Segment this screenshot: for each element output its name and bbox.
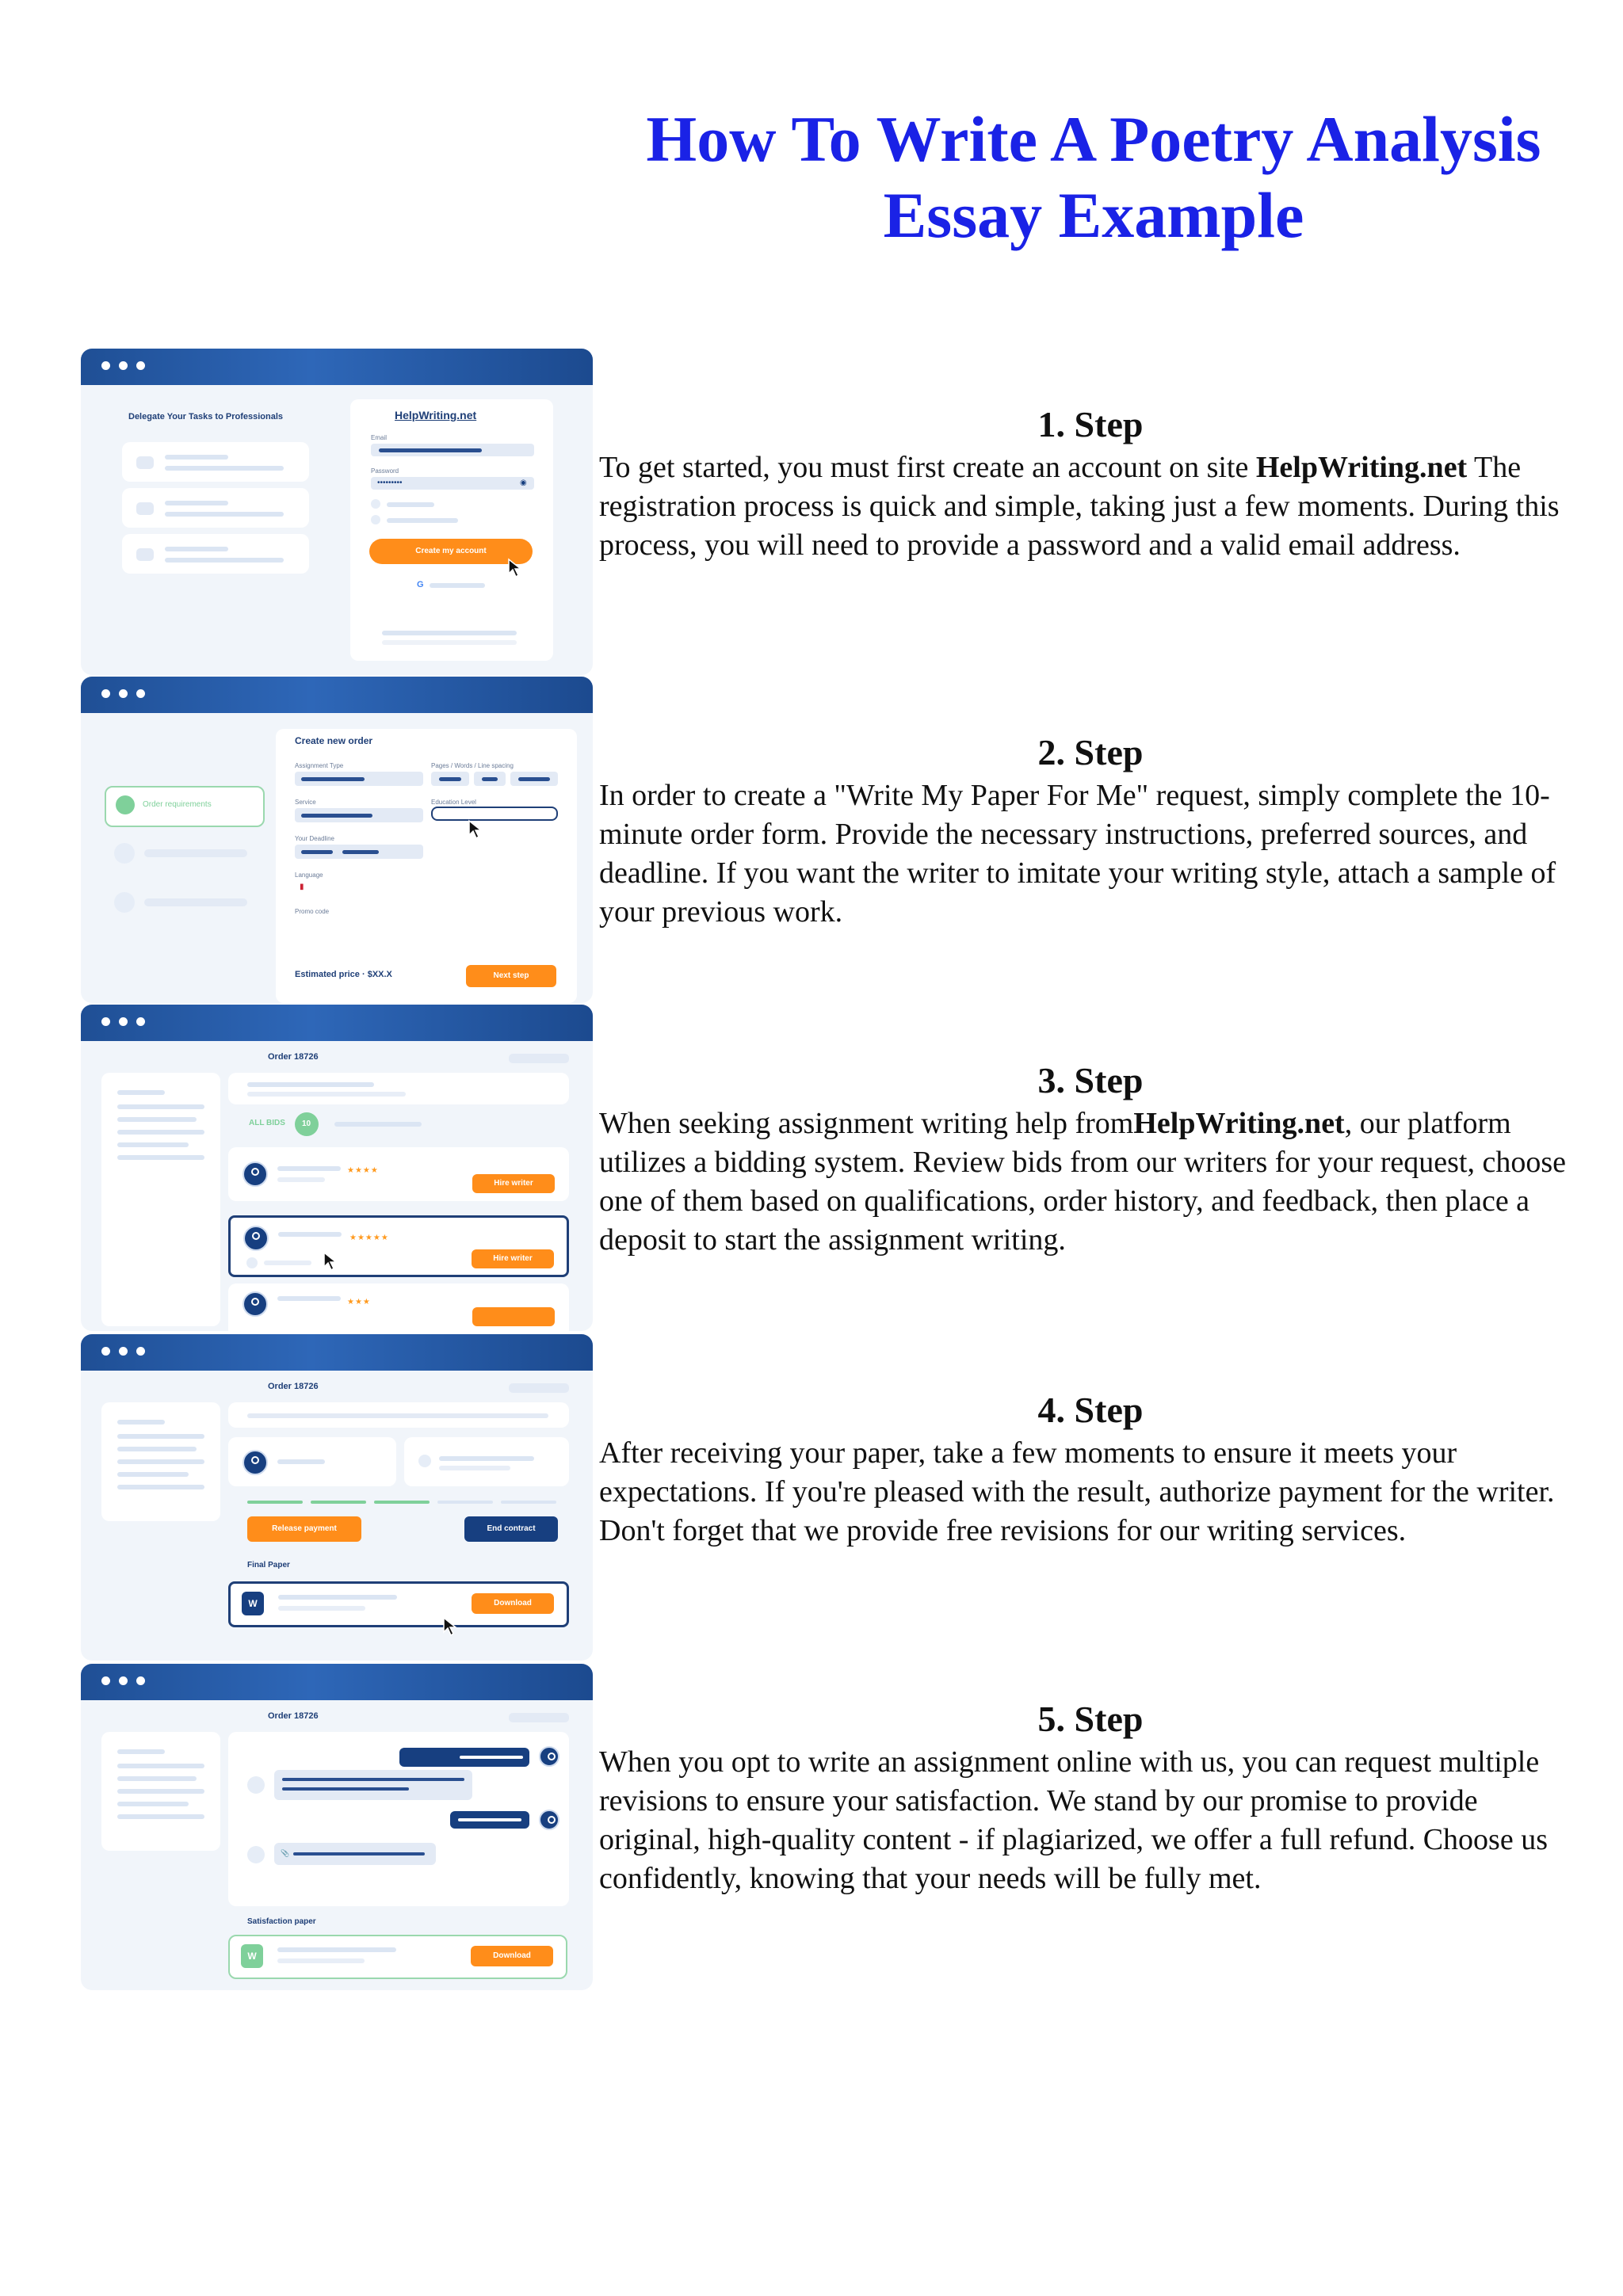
signup-heading: Delegate Your Tasks to Professionals <box>128 412 284 421</box>
step-check-icon <box>116 795 135 814</box>
writer-avatar <box>242 1161 268 1187</box>
signup-form <box>350 399 553 661</box>
step-2 <box>599 730 1582 932</box>
sidebar <box>101 1732 220 1851</box>
window-dots-icon <box>101 689 145 698</box>
browser-bar <box>81 1005 593 1041</box>
info-card <box>404 1437 569 1486</box>
end-contract-button[interactable]: End contract <box>464 1516 558 1542</box>
deadline-field[interactable] <box>295 845 423 859</box>
hire-writer-button[interactable]: Hire writer <box>472 1249 554 1268</box>
step-heading: 2. Step <box>1037 732 1144 772</box>
site-name[interactable]: HelpWriting.net <box>1133 1107 1345 1140</box>
writer-avatar <box>242 1450 268 1475</box>
browser-bar <box>81 1334 593 1371</box>
order-number: Order 18726 <box>268 1052 319 1062</box>
page-title <box>602 101 1585 254</box>
status-pill <box>509 1713 569 1722</box>
screenshot-revisions <box>81 1664 593 1990</box>
step-heading: 4. Step <box>1037 1390 1144 1430</box>
checkbox[interactable] <box>371 499 380 509</box>
next-step-button[interactable]: Next step <box>466 965 556 987</box>
step-heading: 1. Step <box>1037 404 1144 444</box>
step-4 <box>599 1388 1582 1550</box>
step-circle <box>114 892 135 913</box>
order-summary <box>228 1073 569 1104</box>
step-body: To get started, you must first create an account on site HelpWriting.net The registration process is quick and simple, taking just a few moments. During this process, you will need to provide a password and a valid email address. <box>599 451 1560 562</box>
screenshot-final-paper <box>81 1334 593 1661</box>
service-select[interactable] <box>295 808 423 822</box>
writer-avatar <box>247 1846 265 1863</box>
release-payment-button[interactable]: Release payment <box>247 1516 361 1542</box>
satisfaction-paper-row[interactable] <box>228 1935 567 1979</box>
window-dots-icon <box>101 1347 145 1356</box>
site-name[interactable]: HelpWriting.net <box>1255 451 1468 484</box>
writer-avatar <box>242 1291 268 1317</box>
final-paper-row[interactable] <box>228 1581 569 1627</box>
writer-avatar <box>247 1776 265 1794</box>
bid-card-selected[interactable] <box>228 1215 569 1277</box>
order-number: Order 18726 <box>268 1711 319 1721</box>
attachment-icon: 📎 <box>281 1849 290 1857</box>
status-pill <box>509 1383 569 1393</box>
step-heading: 3. Step <box>1037 1060 1144 1100</box>
screenshot-signup <box>81 349 593 675</box>
words-field[interactable] <box>474 772 506 786</box>
step-order-requirements[interactable]: Order requirements <box>105 786 265 827</box>
order-number: Order 18726 <box>268 1382 319 1391</box>
step-1 <box>599 402 1582 565</box>
title-line-1: How To Write A Poetry Analysis <box>646 103 1541 175</box>
step-body: When seeking assignment writing help fromHelpWriting.net, our platform utilizes a bidding system. Review bids from our writers for your request, choose one of them based on qualifications, order history, and feedback, then place a deposit to start the assignment writing. <box>599 1107 1566 1257</box>
sidebar <box>101 1073 220 1326</box>
rating-stars-icon: ★★★★★ <box>349 1234 389 1242</box>
step-3 <box>599 1058 1582 1260</box>
step-body: In order to create a "Write My Paper For Me" request, simply complete the 10-minute order form. Provide the necessary instructions, preferred sources, and deadline. If you want the writer to imitate your writing style, attach a sample of your previous work. <box>599 779 1556 929</box>
rating-stars-icon: ★★★★ <box>347 1166 379 1175</box>
user-avatar <box>539 1746 559 1767</box>
step-body: After receiving your paper, take a few moments to ensure it meets your expectations. If you're pleased with the result, authorize payment for the writer. Don't forget that we provide free revisions for our writing services. <box>599 1436 1555 1547</box>
browser-bar <box>81 349 593 385</box>
cursor-icon <box>442 1616 460 1637</box>
order-form: Create new order Assignment Type Pages / Words / Line spacing Service Education Level Your Deadline Language ▮ Promo code Estimated price · $XX.X Next step <box>276 729 577 1003</box>
eye-icon[interactable]: ◉ <box>520 479 527 487</box>
cursor-icon <box>507 558 525 578</box>
document-icon: W <box>242 1592 264 1615</box>
brand-logo: HelpWriting.net <box>395 409 477 421</box>
password-field[interactable]: ••••••••• ◉ <box>371 477 534 490</box>
pages-field[interactable] <box>431 772 469 786</box>
title-line-2: Essay Example <box>883 179 1304 251</box>
hire-writer-button[interactable]: Hire writer <box>472 1174 555 1193</box>
writer-card <box>228 1437 396 1486</box>
step-heading: 5. Step <box>1037 1699 1144 1739</box>
order-form-heading: Create new order <box>295 735 373 746</box>
user-avatar <box>539 1810 559 1830</box>
assignment-type-select[interactable] <box>295 772 423 786</box>
checkbox[interactable] <box>371 515 380 524</box>
cursor-icon <box>323 1251 340 1272</box>
bids-count-badge: 10 <box>295 1112 319 1136</box>
chat-bubble-outgoing <box>450 1811 529 1829</box>
satisfaction-paper-label: Satisfaction paper <box>247 1917 316 1926</box>
rating-stars-icon: ★★★ <box>347 1298 371 1306</box>
spacing-field[interactable] <box>510 772 558 786</box>
estimated-price: Estimated price · $XX.X <box>295 970 392 979</box>
download-button[interactable]: Download <box>471 1946 553 1966</box>
create-account-button[interactable]: Create my account <box>369 539 533 564</box>
step-5 <box>599 1697 1582 1898</box>
feature-card <box>122 442 309 482</box>
feature-card <box>122 534 309 574</box>
sidebar <box>101 1402 220 1521</box>
download-button[interactable]: Download <box>472 1593 554 1614</box>
cursor-icon <box>468 819 485 840</box>
window-dots-icon <box>101 1676 145 1685</box>
status-pill <box>509 1054 569 1063</box>
writer-avatar <box>243 1226 269 1251</box>
flag-icon: ▮ <box>300 883 304 891</box>
all-bids-label: ALL BIDS <box>249 1119 285 1127</box>
chat-bubble-incoming <box>274 1770 472 1800</box>
hire-writer-button[interactable] <box>472 1307 555 1326</box>
chat-panel <box>228 1732 569 1906</box>
chat-bubble-incoming <box>274 1843 436 1865</box>
final-paper-label: Final Paper <box>247 1561 290 1569</box>
screenshot-order-form <box>81 677 593 1003</box>
step-circle <box>114 843 135 864</box>
email-label: Email <box>371 434 388 441</box>
google-icon[interactable]: G <box>417 580 424 589</box>
chat-bubble-outgoing <box>399 1748 529 1767</box>
screenshot-bids <box>81 1005 593 1331</box>
password-label: Password <box>371 467 399 475</box>
window-dots-icon <box>101 361 145 370</box>
window-dots-icon <box>101 1017 145 1026</box>
step-body: When you opt to write an assignment online with us, you can request multiple revisions to ensure your satisfaction. We stand by our promise to provide original, high-quality content - if plagiarized, we offer a full refund. Choose us confidently, knowing that your needs will be fully met. <box>599 1745 1548 1895</box>
order-summary <box>228 1402 569 1428</box>
education-level-select[interactable] <box>431 807 558 821</box>
bid-card <box>228 1283 569 1331</box>
document-icon: W <box>241 1944 263 1968</box>
bid-card <box>228 1147 569 1201</box>
browser-bar <box>81 677 593 713</box>
feature-card <box>122 488 309 528</box>
email-field[interactable] <box>371 444 534 456</box>
browser-bar <box>81 1664 593 1700</box>
